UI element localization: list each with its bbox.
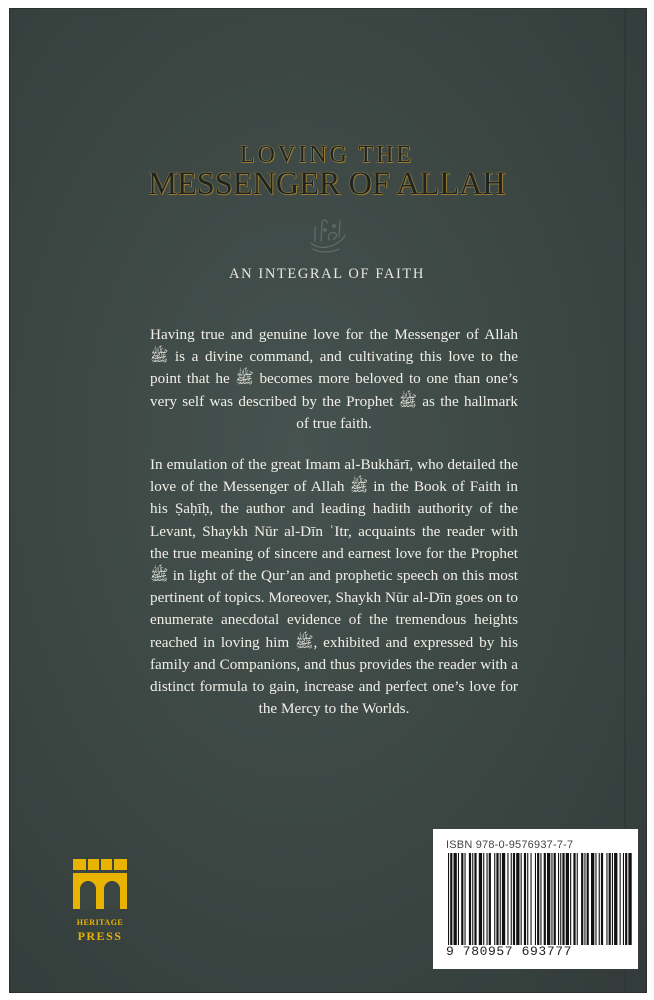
description-paragraph-2: In emulation of the great Imam al-Bukhārī, who detailed the love of the Messenger of Allah ﷺ in the Book of Faith in his Ṣaḥīḥ, the author and leading hadith authority of the Levant, Shaykh Nūr al-Dīn ʿItr, acquaints the reader with the true meaning of sincere and earnest love for the Prophet ﷺ in light of the Qur’an and prophetic speech on this most pertinent of topics. Moreover, Shaykh Nūr al-Dīn goes on to enumerate anecdotal evidence of the tremendous heights reached in loving him ﷺ, exhibited and expressed by his family and Companions, and thus provides the reader with a distinct formula to gain, increase and perfect one’s love for the Mercy to the Worlds. [150,456,518,718]
subtitle: AN INTEGRAL OF FAITH [229,266,425,282]
title-line-1: LOVING THE [239,142,415,168]
publisher-press: PRESS [77,929,123,943]
barcode-digits: 9 780957 693777 [446,944,573,959]
building-arches-icon [72,857,128,913]
isbn-label: ISBN 978-0-9576937-7-7 [446,839,574,851]
description-paragraph-1: Having true and genuine love for the Messenger of Allah ﷺ is a divine command, and cultivating this love to the point that he ﷺ becomes more beloved to one than one’s very self was described by the Prophet ﷺ as the hallmark of true faith. [150,326,519,432]
title-line-2: MESSENGER OF ALLAH [148,166,506,202]
calligraphy-icon [305,213,349,255]
barcode-icon [446,853,632,945]
publisher-name: HERITAGE [76,918,124,927]
